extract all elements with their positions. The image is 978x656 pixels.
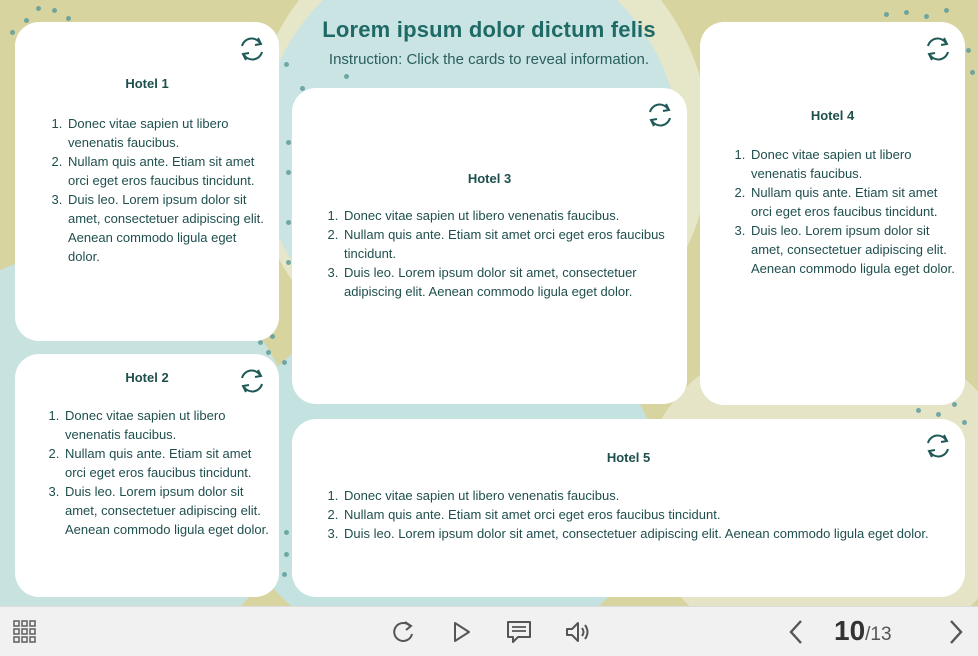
list-item: 1. Donec vitae sapien ut libero venenatis faucibus. [342, 206, 682, 225]
list-item: 3. Duis leo. Lorem ipsum dolor sit amet, consectetuer adipiscing elit. Aenean commodo ligula eget dolor. [66, 190, 271, 266]
list-item: 2. Nullam quis ante. Etiam sit amet orci eget eros faucibus tincidunt. [342, 505, 962, 524]
list-item: 3. Duis leo. Lorem ipsum dolor sit amet, consectetuer adipiscing elit. Aenean commodo ligula eget dolor. [63, 482, 271, 539]
grid-menu-icon[interactable] [10, 617, 40, 647]
flip-icon [645, 100, 675, 130]
hotel-card-5[interactable] [292, 419, 965, 597]
card-list [322, 206, 682, 301]
flip-icon [237, 34, 267, 64]
player-bar [0, 606, 978, 656]
card-list [43, 406, 271, 539]
card-title: Hotel 2 [125, 370, 169, 385]
next-icon[interactable] [940, 617, 970, 647]
page-counter [834, 615, 892, 651]
hotel-card-3[interactable] [292, 88, 687, 404]
list-item: 1. Donec vitae sapien ut libero venenatis faucibus. [342, 486, 962, 505]
card-title: Hotel 4 [810, 108, 855, 123]
page-title: Lorem ipsum dolor dictum felis [322, 17, 656, 42]
instruction-text: Instruction: Click the cards to reveal information. [328, 51, 650, 68]
list-item: 3. Duis leo. Lorem ipsum dolor sit amet, consectetuer adipiscing elit. Aenean commodo ligula eget dolor. [342, 263, 682, 301]
page-current: 10 [834, 615, 866, 646]
prev-icon[interactable] [782, 617, 812, 647]
list-item: 2. Nullam quis ante. Etiam sit amet orci eget eros faucibus tincidunt. [749, 183, 959, 221]
play-icon[interactable] [446, 617, 476, 647]
card-title: Hotel 3 [467, 171, 512, 186]
card-list [46, 114, 271, 266]
card-list [322, 486, 962, 543]
page-total: /13 [865, 624, 892, 645]
hotel-card-2[interactable] [15, 354, 279, 597]
list-item: 1. Donec vitae sapien ut libero venenatis faucibus. [63, 406, 271, 444]
list-item: 1. Donec vitae sapien ut libero venenatis faucibus. [749, 145, 959, 183]
flip-icon [923, 34, 953, 64]
card-title: Hotel 1 [125, 76, 169, 91]
list-item: 2. Nullam quis ante. Etiam sit amet orci eget eros faucibus tincidunt. [63, 444, 271, 482]
list-item: 2. Nullam quis ante. Etiam sit amet orci eget eros faucibus tincidunt. [66, 152, 271, 190]
list-item: 3. Duis leo. Lorem ipsum dolor sit amet, consectetuer adipiscing elit. Aenean commodo ligula eget dolor. [749, 221, 959, 278]
list-item: 1. Donec vitae sapien ut libero venenatis faucibus. [66, 114, 271, 152]
hotel-card-4[interactable] [700, 22, 965, 405]
notes-icon[interactable] [504, 617, 534, 647]
hotel-card-1[interactable] [15, 22, 279, 341]
card-list [729, 145, 959, 278]
list-item: 2. Nullam quis ante. Etiam sit amet orci eget eros faucibus tincidunt. [342, 225, 682, 263]
card-title: Hotel 5 [606, 450, 651, 465]
volume-icon[interactable] [562, 617, 592, 647]
replay-icon[interactable] [388, 617, 418, 647]
list-item: 3. Duis leo. Lorem ipsum dolor sit amet, consectetuer adipiscing elit. Aenean commodo ligula eget dolor. [342, 524, 962, 543]
